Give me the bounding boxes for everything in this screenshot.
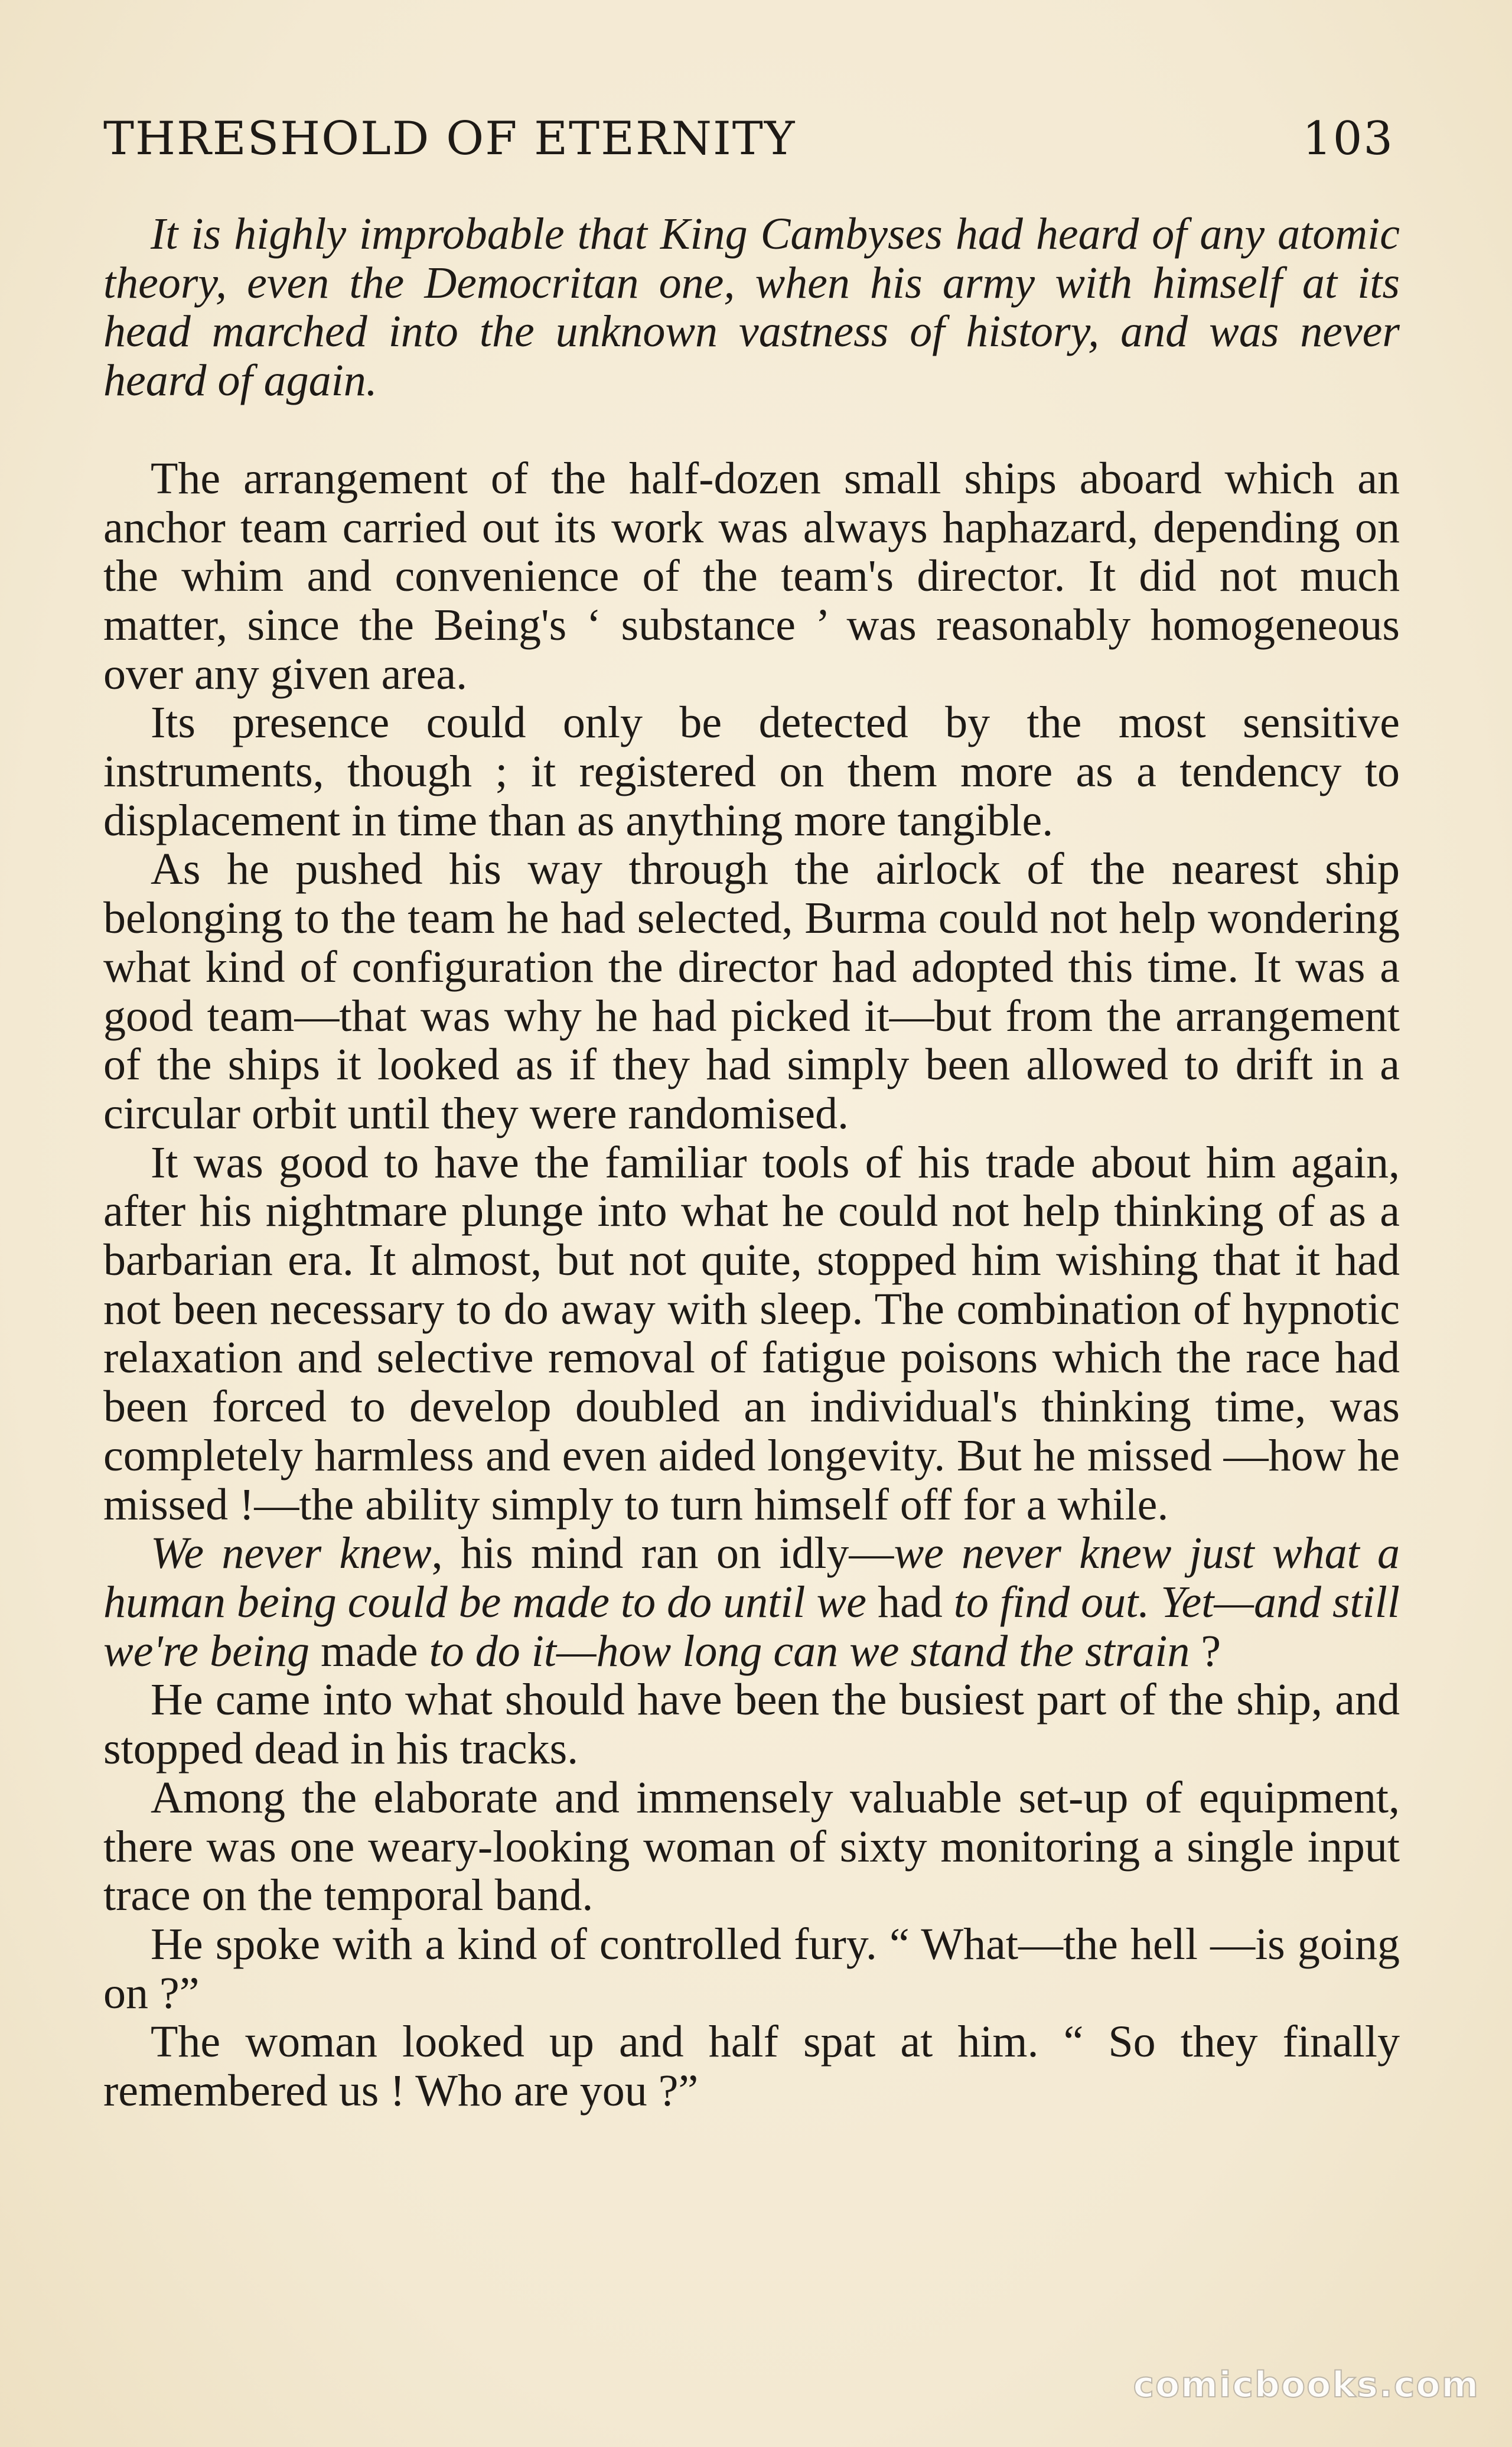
italic-run-2: we never knew just what a human being could be made to do until we bbox=[103, 1528, 1400, 1627]
roman-run-4: ? bbox=[1190, 1626, 1221, 1676]
paragraph-4: It was good to have the familiar tools of his trade about him again, after his nightmare plunge into what he could not help thinking of as a barbarian era. It almost, but not quite, stopped him wishing that it had not been necessary to do away with sleep. The combination of hypnotic relaxation and selective removal of fatigue poisons which the race had been forced to develop doubled an individual's thinking time, was completely harmless and even aided longevity. But he missed —how he missed !—the ability simply to turn himself off for a while. bbox=[103, 1137, 1400, 1530]
site-watermark: comicbooks.com bbox=[1133, 2364, 1480, 2406]
paragraph-1: The arrangement of the half-dozen small ships aboard which an anchor team carried out its work was always haphazard, depending on the whim and convenience of the team's director. It did not much matter, since the Being's ‘ substance ’ was reasonably homogeneous over any given area. bbox=[103, 453, 1400, 699]
page-body bbox=[103, 210, 1400, 2116]
paragraph-7: Among the elaborate and immensely valuable set-up of equipment, there was one weary-looking woman of sixty monitoring a single input trace on the temporal band. bbox=[103, 1772, 1400, 1921]
running-header bbox=[103, 112, 1394, 177]
running-title: THRESHOLD OF ETERNITY bbox=[103, 112, 796, 165]
italic-run-3: to find out. Yet—and still we're being bbox=[103, 1577, 1400, 1676]
paragraph-2: Its presence could only be detected by the most sensitive instruments, though ; it registered on them more as a tendency to displacement in time than as anything more tangible. bbox=[103, 698, 1400, 845]
paragraph-3: As he pushed his way through the airlock of the nearest ship belonging to the team he had selected, Burma could not help wondering what kind of configuration the director had adopted this time. It was a good team—that was why he had picked it—but from the arrangement of the ships it looked as if they had simply been allowed to drift in a circular orbit until they were randomised. bbox=[103, 844, 1400, 1138]
page-number: 103 bbox=[1302, 112, 1394, 165]
paragraph-9: The woman looked up and half spat at him. “ So they finally remembered us ! Who are you ?” bbox=[103, 2017, 1400, 2116]
italic-run-1: We never knew bbox=[151, 1528, 432, 1579]
paragraph-6: He came into what should have been the busiest part of the ship, and stopped dead in his tracks. bbox=[103, 1675, 1400, 1774]
italic-run-4: to do it—how long can we stand the strain bbox=[429, 1626, 1190, 1676]
roman-run-2: had bbox=[866, 1577, 954, 1627]
paragraph-8: He spoke with a kind of controlled fury. “ What—the hell —is going on ?” bbox=[103, 1919, 1400, 2018]
roman-run-3: made bbox=[309, 1626, 429, 1676]
paragraph-5 bbox=[103, 1529, 1400, 1675]
roman-run-1: , his mind ran on idly— bbox=[431, 1528, 894, 1579]
epigraph: It is highly improbable that King Cambyses had heard of any atomic theory, even the Democritan one, when his army with himself at its head marched into the unknown vastness of history, and was never heard of again. bbox=[103, 209, 1400, 406]
